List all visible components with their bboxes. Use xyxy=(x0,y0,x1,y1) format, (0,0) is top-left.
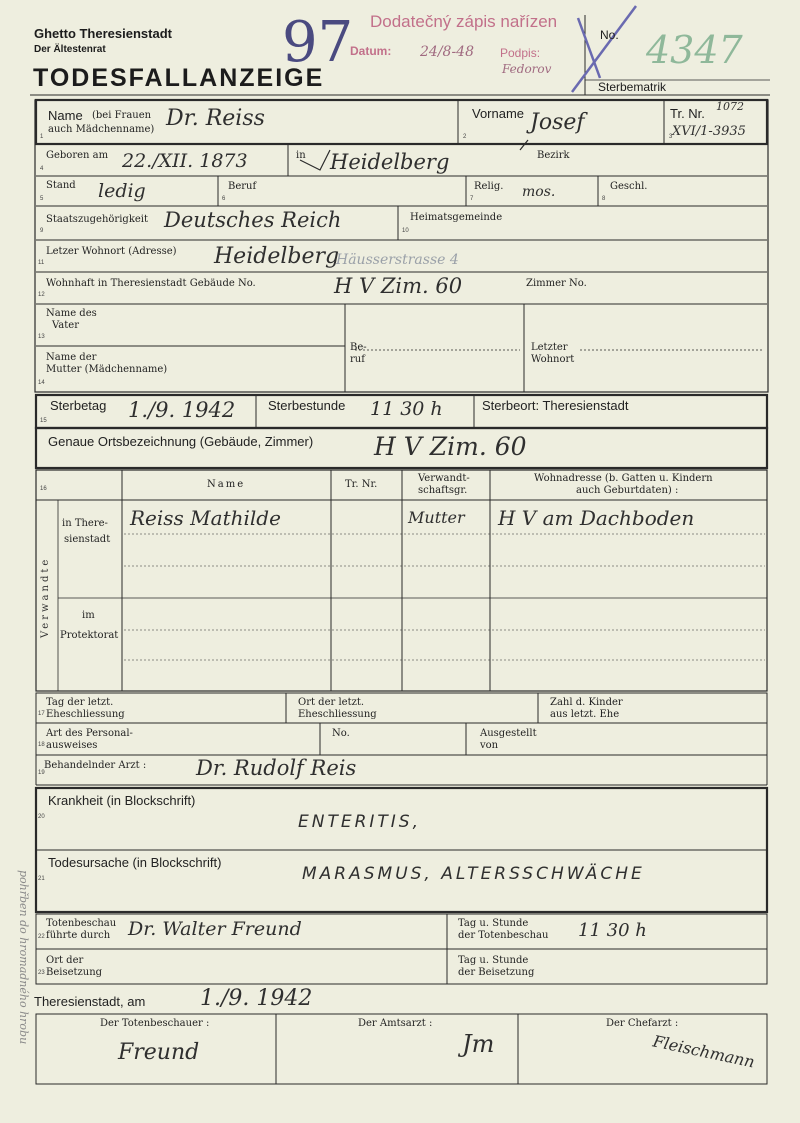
trnr-label: Tr. Nr. xyxy=(670,106,705,121)
vater-label-1: Name des xyxy=(46,308,97,319)
stamp-podpis-value: Fedorov xyxy=(502,62,552,76)
stamp-datum-value: 24/8-48 xyxy=(420,44,474,60)
row-number: 23 xyxy=(38,970,45,976)
sterbetag-value: 1./9. 1942 xyxy=(128,398,236,422)
art-ausweis-label-1: Art des Personal- xyxy=(46,728,133,739)
name-hint-1: (bei Frauen xyxy=(92,110,152,121)
totenbeschau-label-2: führte durch xyxy=(46,930,111,941)
beruf2-label-2: ruf xyxy=(350,354,365,365)
sig1-value: Freund xyxy=(118,1040,200,1065)
col-name-header: Name xyxy=(207,479,246,490)
kinder-label-2: aus letzt. Ehe xyxy=(550,709,620,720)
sterbeort-label: Sterbeort: Theresienstadt xyxy=(482,398,629,413)
ausgestellt-label-1: Ausgestellt xyxy=(480,728,537,739)
heimat-label: Heimatsgemeinde xyxy=(410,212,503,223)
totenbeschau-label-1: Totenbeschau xyxy=(46,918,117,929)
row-number: 7 xyxy=(470,196,474,202)
row-number: 11 xyxy=(38,260,45,266)
geboren-value: 22./XII. 1873 xyxy=(122,150,248,172)
tag-stunde-label-2: der Totenbeschau xyxy=(458,930,549,941)
row-number: 10 xyxy=(402,228,409,234)
margin-note: pohřben do hromadného hrobu xyxy=(17,870,30,1045)
relative-1-relation: Mutter xyxy=(408,508,465,527)
ursache-value: MARASMUS, ALTERSSCHWÄCHE xyxy=(302,864,645,884)
sterbestunde-value: 11 30 h xyxy=(370,398,443,420)
row-number: 19 xyxy=(38,770,45,776)
tag-stunde-value: 11 30 h xyxy=(578,920,647,941)
ausgestellt-label-2: von xyxy=(480,740,499,751)
arzt-label: Behandelnder Arzt : xyxy=(44,760,147,771)
tag-stunde-label-1: Tag u. Stunde xyxy=(458,918,529,929)
name-label: Name xyxy=(48,108,83,123)
trnr-extra: 1072 xyxy=(716,100,744,113)
row-number: 5 xyxy=(40,196,44,202)
col-wohn-header-1: Wohnadresse (b. Gatten u. Kindern xyxy=(534,473,713,484)
verwandte-side-label: Verwandte xyxy=(40,556,51,638)
sig3-value: Fleischmann xyxy=(651,1031,757,1072)
im-label: im xyxy=(82,610,95,621)
totenbeschau-value: Dr. Walter Freund xyxy=(128,918,302,940)
ghetto-title: Ghetto Theresienstadt xyxy=(34,26,172,41)
stamp-podpis-label: Podpis: xyxy=(500,46,541,60)
relative-1-name: Reiss Mathilde xyxy=(130,506,281,530)
sig2-value: Jm xyxy=(462,1030,495,1058)
stamp-text: Dodatečný zápis nařízen xyxy=(370,12,558,31)
art-ausweis-label-2: ausweises xyxy=(46,740,98,751)
staat-label: Staatszugehörigkeit xyxy=(46,214,149,225)
geschl-label: Geschl. xyxy=(610,181,648,192)
krankheit-value: ENTERITIS, xyxy=(298,812,422,832)
name-value: Dr. Reiss xyxy=(166,106,265,131)
row-number: 13 xyxy=(38,334,45,340)
in-there-label-1: in There- xyxy=(62,518,108,529)
row-number: 22 xyxy=(38,934,45,940)
place-date: 1./9. 1942 xyxy=(200,986,313,1011)
stamp-datum-label: Datum: xyxy=(350,44,392,58)
row-number: 8 xyxy=(602,196,606,202)
row-number: 4 xyxy=(40,166,44,172)
bezirk-label: Bezirk xyxy=(537,150,570,161)
relig-value: mos. xyxy=(522,184,556,200)
ursache-label: Todesursache (in Blockschrift) xyxy=(48,855,222,870)
vorname-value: Josef xyxy=(530,110,585,135)
zimmer-label: Zimmer No. xyxy=(526,278,587,289)
letzter-label-2: Wohnort xyxy=(531,354,575,365)
row-number: 3 xyxy=(669,134,673,140)
row-number: 6 xyxy=(222,196,226,202)
record-number: 97 xyxy=(282,10,354,75)
tag-ehe-label-2: Eheschliessung xyxy=(46,709,125,720)
wohnort-value: Heidelberg xyxy=(214,244,340,269)
row-number: 2 xyxy=(463,134,467,140)
row-number: 12 xyxy=(38,292,45,298)
row-number: 9 xyxy=(40,228,44,234)
mutter-label-2: Mutter (Mädchenname) xyxy=(46,364,168,375)
beisetzung-tag-label-2: der Beisetzung xyxy=(458,967,535,978)
row-number: 16 xyxy=(40,486,47,492)
sig2-label: Der Amtsarzt : xyxy=(358,1018,433,1029)
sig3-label: Der Chefarzt : xyxy=(606,1018,679,1029)
row-number: 20 xyxy=(38,814,45,820)
krankheit-label: Krankheit (in Blockschrift) xyxy=(48,793,196,808)
stand-label: Stand xyxy=(46,180,76,191)
col-verwandt-header-1: Verwandt- xyxy=(418,473,470,484)
row-number: 1 xyxy=(40,134,44,140)
trnr-value: XVI/1-3935 xyxy=(672,124,746,139)
form-title: TODESFALLANZEIGE xyxy=(33,64,325,92)
kinder-label-1: Zahl d. Kinder xyxy=(550,697,623,708)
col-wohn-header-2: auch Geburtdaten) : xyxy=(576,485,679,496)
sterbematrik-label: Sterbematrik xyxy=(598,80,667,94)
sterbetag-label: Sterbetag xyxy=(50,398,107,413)
wohnhaft-value: H V Zim. 60 xyxy=(334,274,463,298)
in-value: Heidelberg xyxy=(330,150,450,174)
name-hint-2: auch Mädchenname) xyxy=(48,124,155,135)
row-number: 18 xyxy=(38,742,45,748)
col-trnr-header: Tr. Nr. xyxy=(345,479,378,490)
row-number: 14 xyxy=(38,380,45,386)
in-there-label-2: sienstadt xyxy=(64,534,111,545)
wohnort-street: Häusserstrasse 4 xyxy=(336,252,459,268)
row-number: 21 xyxy=(38,876,45,882)
beisetzung-label-2: Beisetzung xyxy=(46,967,103,978)
tag-ehe-label-1: Tag der letzt. xyxy=(46,697,114,708)
protektorat-label: Protektorat xyxy=(60,630,119,641)
ort-ehe-label-2: Eheschliessung xyxy=(298,709,377,720)
row-number: 15 xyxy=(40,418,47,424)
col-verwandt-header-2: schaftsgr. xyxy=(418,485,468,496)
wohnort-label: Letzer Wohnort (Adresse) xyxy=(46,246,177,257)
sterbestunde-label: Sterbestunde xyxy=(268,398,346,413)
vorname-label: Vorname xyxy=(472,106,525,121)
beruf2-label-1: Be- xyxy=(350,342,367,353)
vater-label-2: Vater xyxy=(52,320,79,331)
in-label: in xyxy=(296,150,306,161)
relig-label: Relig. xyxy=(474,181,504,192)
ortsbez-label: Genaue Ortsbezeichnung (Gebäude, Zimmer) xyxy=(48,434,314,449)
stand-value: ledig xyxy=(98,180,146,202)
row-number: 17 xyxy=(38,711,45,717)
place-label: Theresienstadt, am xyxy=(34,994,146,1009)
no-label: No. xyxy=(600,28,619,42)
ort-ehe-label-1: Ort der letzt. xyxy=(298,697,365,708)
council-title: Der Ältestenrat xyxy=(34,44,106,55)
geboren-label: Geboren am xyxy=(46,150,109,161)
beruf-label: Beruf xyxy=(228,181,257,192)
staat-value: Deutsches Reich xyxy=(164,208,342,232)
pencil-number: 4347 xyxy=(646,28,743,72)
wohnhaft-label: Wohnhaft in Theresienstadt Gebäude No. xyxy=(46,278,256,289)
sig1-label: Der Totenbeschauer : xyxy=(100,1018,210,1029)
beisetzung-label-1: Ort der xyxy=(46,955,84,966)
ausweis-no-label: No. xyxy=(332,728,350,739)
letzter-label-1: Letzter xyxy=(531,342,568,353)
mutter-label-1: Name der xyxy=(46,352,97,363)
ortsbez-value: H V Zim. 60 xyxy=(374,432,527,461)
arzt-value: Dr. Rudolf Reis xyxy=(196,756,357,780)
beisetzung-tag-label-1: Tag u. Stunde xyxy=(458,955,529,966)
relative-1-address: H V am Dachboden xyxy=(498,506,695,530)
